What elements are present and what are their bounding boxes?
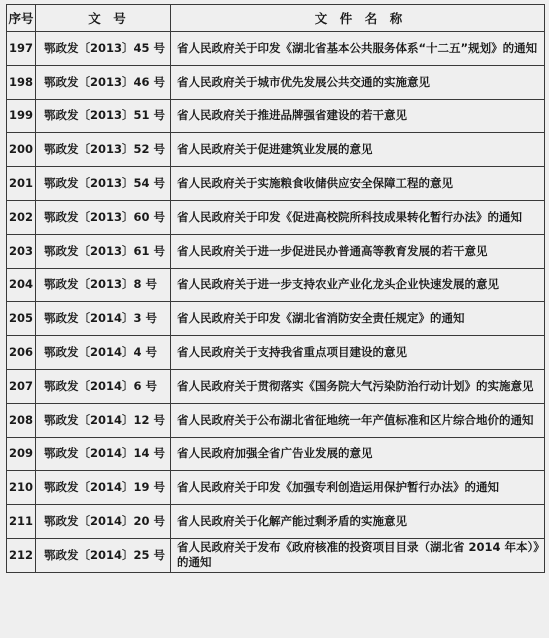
table-row <box>7 268 545 302</box>
row-serial-number: 205 <box>7 302 36 336</box>
document-number-text: 鄂政发〔2013〕60 号 <box>44 209 166 224</box>
row-document-number <box>36 437 171 471</box>
document-number-text: 鄂政发〔2014〕19 号 <box>44 480 166 495</box>
row-document-title <box>171 167 545 201</box>
table-row <box>7 99 545 133</box>
row-document-number <box>36 403 171 437</box>
row-document-number <box>36 133 171 167</box>
row-document-number <box>36 505 171 539</box>
document-title-text: 省人民政府关于推进品牌强省建设的若干意见 <box>177 108 407 123</box>
row-document-title <box>171 403 545 437</box>
row-serial-number: 197 <box>7 32 36 66</box>
row-document-number <box>36 538 171 572</box>
document-title-text: 省人民政府关于印发《湖北省消防安全责任规定》的通知 <box>177 311 465 326</box>
document-title-text: 省人民政府关于印发《湖北省基本公共服务体系“十二五”规划》的通知 <box>177 40 538 55</box>
table-row <box>7 133 545 167</box>
document-number-text: 鄂政发〔2014〕4 号 <box>44 345 158 360</box>
row-document-number <box>36 167 171 201</box>
row-serial-number: 200 <box>7 133 36 167</box>
row-serial-number: 208 <box>7 403 36 437</box>
row-serial-number: 201 <box>7 167 36 201</box>
row-document-title <box>171 538 545 572</box>
document-title-text: 省人民政府关于促进建筑业发展的意见 <box>177 142 373 157</box>
table-row <box>7 234 545 268</box>
document-list-table <box>6 4 545 573</box>
document-number-text: 鄂政发〔2013〕61 号 <box>44 243 166 258</box>
document-title-text: 省人民政府关于印发《促进高校院所科技成果转化暂行办法》的通知 <box>177 209 522 224</box>
row-serial-number: 209 <box>7 437 36 471</box>
row-document-number <box>36 336 171 370</box>
table-row <box>7 505 545 539</box>
document-title-text: 省人民政府关于支持我省重点项目建设的意见 <box>177 345 407 360</box>
row-document-title <box>171 32 545 66</box>
document-title-text: 省人民政府关于进一步支持农业产业化龙头企业快速发展的意见 <box>177 277 499 292</box>
row-document-number <box>36 65 171 99</box>
row-serial-number: 207 <box>7 369 36 403</box>
header-serial-number: 序号 <box>7 5 36 32</box>
row-serial-number: 198 <box>7 65 36 99</box>
row-document-number <box>36 369 171 403</box>
row-document-title <box>171 505 545 539</box>
row-document-number <box>36 200 171 234</box>
row-document-title <box>171 437 545 471</box>
table-row <box>7 336 545 370</box>
row-document-title <box>171 471 545 505</box>
document-title-text: 省人民政府关于实施粮食收储供应安全保障工程的意见 <box>177 176 453 191</box>
row-document-number <box>36 99 171 133</box>
row-serial-number: 204 <box>7 268 36 302</box>
row-document-title <box>171 268 545 302</box>
row-document-title <box>171 336 545 370</box>
document-number-text: 鄂政发〔2014〕14 号 <box>44 446 166 461</box>
document-number-text: 鄂政发〔2013〕8 号 <box>44 277 158 292</box>
row-serial-number: 212 <box>7 538 36 572</box>
document-number-text: 鄂政发〔2013〕52 号 <box>44 142 166 157</box>
row-serial-number: 203 <box>7 234 36 268</box>
row-document-number <box>36 32 171 66</box>
row-document-number <box>36 302 171 336</box>
table-header-row <box>7 5 545 32</box>
table-row <box>7 471 545 505</box>
row-document-title <box>171 302 545 336</box>
document-title-text: 省人民政府关于进一步促进民办普通高等教育发展的若干意见 <box>177 243 488 258</box>
row-document-title <box>171 234 545 268</box>
row-serial-number: 202 <box>7 200 36 234</box>
row-document-title <box>171 99 545 133</box>
table-row <box>7 437 545 471</box>
document-number-text: 鄂政发〔2013〕54 号 <box>44 176 166 191</box>
document-title-text: 省人民政府关于化解产能过剩矛盾的实施意见 <box>177 514 407 529</box>
header-document-title: 文 件 名 称 <box>171 5 545 32</box>
document-number-text: 鄂政发〔2013〕45 号 <box>44 40 166 55</box>
document-title-text: 省人民政府关于印发《加强专利创造运用保护暂行办法》的通知 <box>177 480 499 495</box>
document-title-text: 省人民政府关于城市优先发展公共交通的实施意见 <box>177 74 430 89</box>
document-number-text: 鄂政发〔2014〕12 号 <box>44 412 166 427</box>
row-serial-number: 206 <box>7 336 36 370</box>
header-document-number: 文 号 <box>36 5 171 32</box>
table-row <box>7 32 545 66</box>
row-document-number <box>36 268 171 302</box>
document-number-text: 鄂政发〔2014〕20 号 <box>44 514 166 529</box>
document-title-text: 省人民政府关于发布《政府核准的投资项目目录（湖北省 2014 年本）》的通知 <box>177 540 540 570</box>
row-serial-number: 210 <box>7 471 36 505</box>
document-title-text: 省人民政府关于贯彻落实《国务院大气污染防治行动计划》的实施意见 <box>177 378 534 393</box>
table-row <box>7 369 545 403</box>
row-document-title <box>171 369 545 403</box>
document-number-text: 鄂政发〔2014〕3 号 <box>44 311 158 326</box>
row-document-title <box>171 133 545 167</box>
row-serial-number: 211 <box>7 505 36 539</box>
table-row <box>7 538 545 572</box>
document-number-text: 鄂政发〔2013〕46 号 <box>44 74 166 89</box>
document-title-text: 省人民政府加强全省广告业发展的意见 <box>177 446 373 461</box>
table-row <box>7 167 545 201</box>
document-number-text: 鄂政发〔2014〕6 号 <box>44 378 158 393</box>
row-serial-number: 199 <box>7 99 36 133</box>
table-row <box>7 65 545 99</box>
document-number-text: 鄂政发〔2014〕25 号 <box>44 547 166 562</box>
table-row <box>7 302 545 336</box>
table-row <box>7 403 545 437</box>
row-document-number <box>36 234 171 268</box>
row-document-number <box>36 471 171 505</box>
row-document-title <box>171 65 545 99</box>
document-title-text: 省人民政府关于公布湖北省征地统一年产值标准和区片综合地价的通知 <box>177 412 534 427</box>
table-row <box>7 200 545 234</box>
row-document-title <box>171 200 545 234</box>
document-number-text: 鄂政发〔2013〕51 号 <box>44 108 166 123</box>
